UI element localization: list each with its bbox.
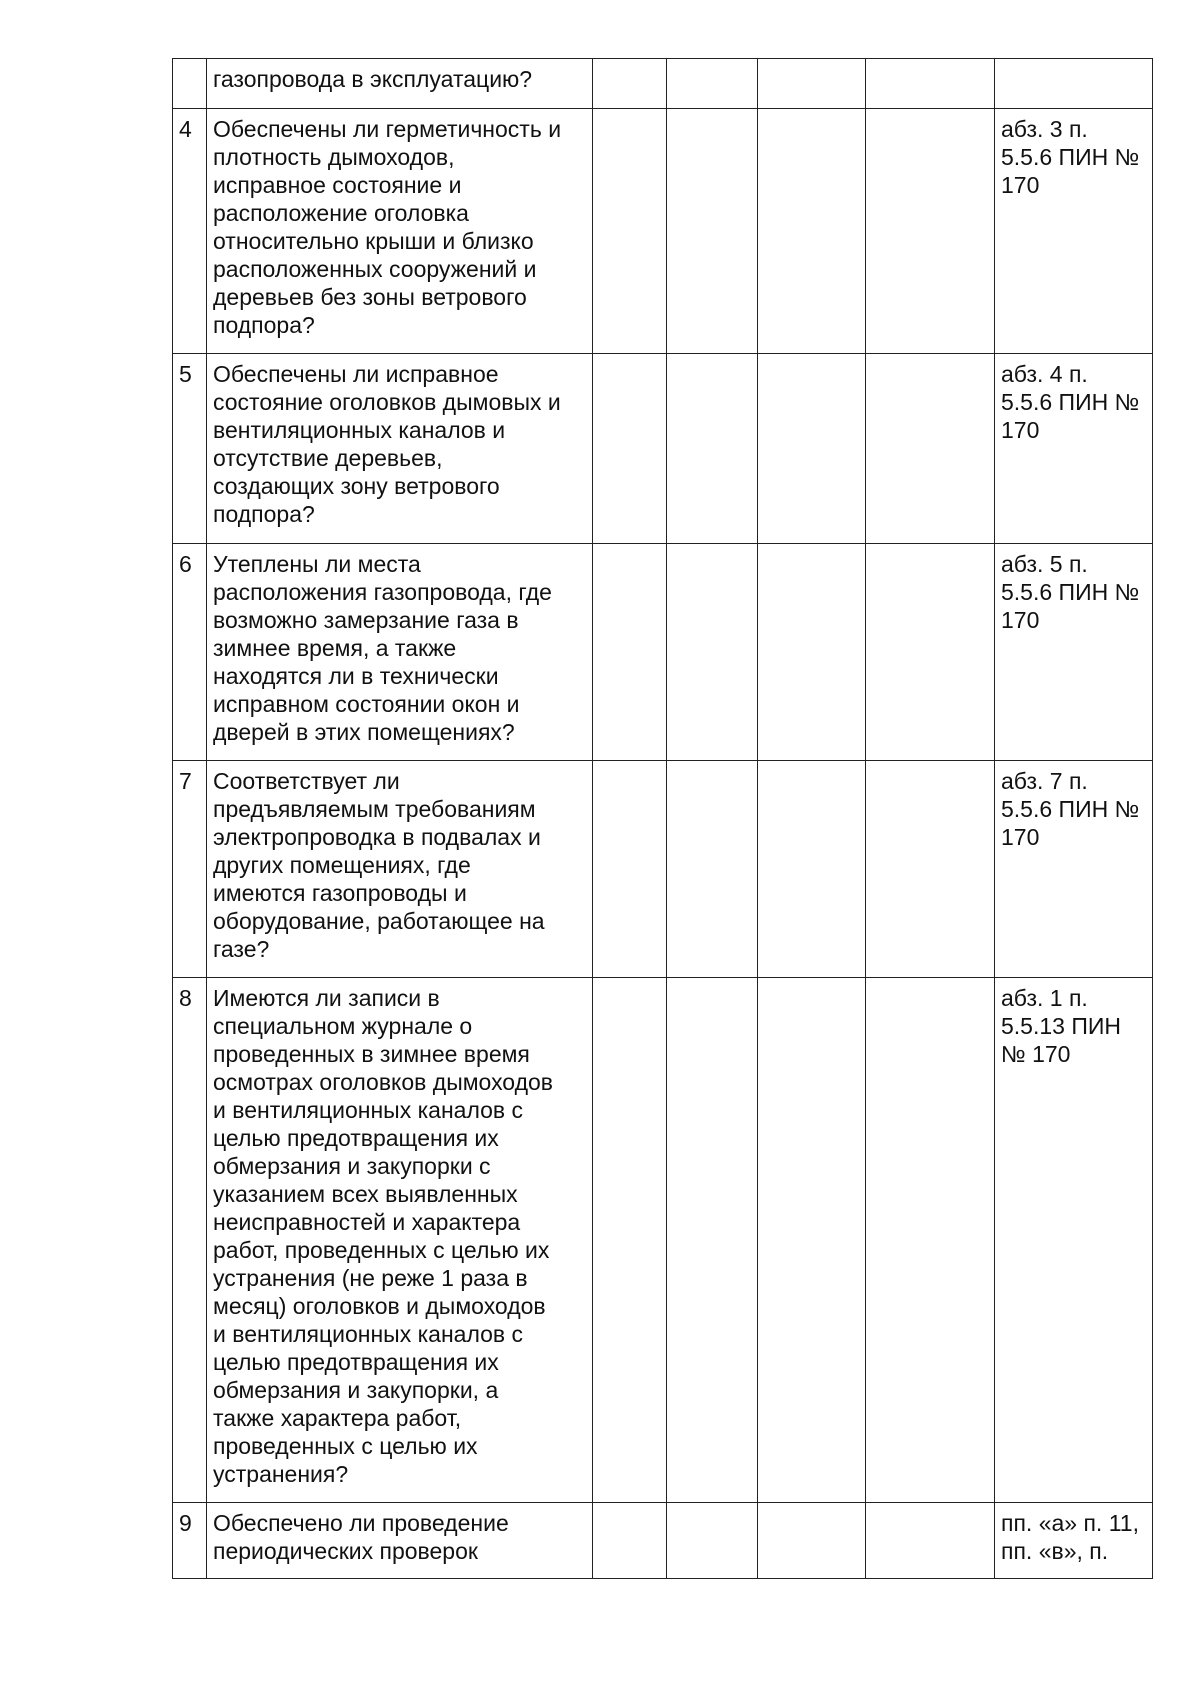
legal-reference: абз. 7 п. 5.5.6 ПИН № 170: [995, 761, 1153, 978]
answer-cell-1: [593, 109, 667, 354]
answer-cell-2: [667, 1503, 758, 1579]
row-number: 6: [173, 544, 207, 761]
answer-cell-3: [758, 109, 866, 354]
answer-cell-2: [667, 59, 758, 109]
legal-reference: абз. 3 п. 5.5.6 ПИН № 170: [995, 109, 1153, 354]
answer-cell-1: [593, 354, 667, 544]
legal-reference: абз. 1 п. 5.5.13 ПИН № 170: [995, 978, 1153, 1503]
question-text: Имеются ли записи в специальном журнале о проведенных в зимнее время осмотрах оголовков дымоходов и вентиляционных каналов с целью предотвращения их обмерзания и закупорки с указанием всех выявленных неисправностей и характера работ, проведенных с целью их устранения (не реже 1 раза в месяц) оголовков и дымоходов и вентиляционных каналов с целью предотвращения их обмерзания и закупорки, а также характера работ, проведенных с целью их устранения?: [207, 978, 593, 1503]
answer-cell-4: [866, 59, 995, 109]
answer-cell-2: [667, 109, 758, 354]
legal-reference: [995, 59, 1153, 109]
legal-reference: абз. 5 п. 5.5.6 ПИН № 170: [995, 544, 1153, 761]
answer-cell-1: [593, 978, 667, 1503]
table-row: [173, 59, 1153, 109]
table-row: [173, 354, 1153, 544]
table-row: [173, 978, 1153, 1503]
table-row: [173, 1503, 1153, 1579]
answer-cell-4: [866, 761, 995, 978]
table-row: [173, 109, 1153, 354]
question-text: Обеспечены ли исправное состояние оголовков дымовых и вентиляционных каналов и отсутствие деревьев, создающих зону ветрового подпора?: [207, 354, 593, 544]
row-number: [173, 59, 207, 109]
question-text: Утеплены ли места расположения газопровода, где возможно замерзание газа в зимнее время, а также находятся ли в технически исправном состоянии окон и дверей в этих помещениях?: [207, 544, 593, 761]
legal-reference: абз. 4 п. 5.5.6 ПИН № 170: [995, 354, 1153, 544]
checklist-table: [172, 58, 1153, 1579]
answer-cell-2: [667, 761, 758, 978]
answer-cell-3: [758, 544, 866, 761]
question-text: газопровода в эксплуатацию?: [207, 59, 593, 109]
answer-cell-4: [866, 109, 995, 354]
legal-reference: пп. «а» п. 11, пп. «в», п.: [995, 1503, 1153, 1579]
answer-cell-1: [593, 1503, 667, 1579]
row-number: 5: [173, 354, 207, 544]
question-text: Обеспечены ли герметичность и плотность дымоходов, исправное состояние и расположение оголовка относительно крыши и близко расположенных сооружений и деревьев без зоны ветрового подпора?: [207, 109, 593, 354]
answer-cell-3: [758, 354, 866, 544]
row-number: 7: [173, 761, 207, 978]
answer-cell-4: [866, 1503, 995, 1579]
answer-cell-1: [593, 59, 667, 109]
answer-cell-1: [593, 544, 667, 761]
answer-cell-3: [758, 59, 866, 109]
question-text: Обеспечено ли проведение периодических проверок: [207, 1503, 593, 1579]
row-number: 8: [173, 978, 207, 1503]
answer-cell-2: [667, 544, 758, 761]
answer-cell-2: [667, 354, 758, 544]
table-row: [173, 544, 1153, 761]
table-row: [173, 761, 1153, 978]
answer-cell-4: [866, 544, 995, 761]
answer-cell-4: [866, 354, 995, 544]
row-number: 9: [173, 1503, 207, 1579]
answer-cell-1: [593, 761, 667, 978]
answer-cell-4: [866, 978, 995, 1503]
answer-cell-3: [758, 1503, 866, 1579]
answer-cell-3: [758, 978, 866, 1503]
answer-cell-2: [667, 978, 758, 1503]
row-number: 4: [173, 109, 207, 354]
answer-cell-3: [758, 761, 866, 978]
question-text: Соответствует ли предъявляемым требованиям электропроводка в подвалах и других помещениях, где имеются газопроводы и оборудование, работающее на газе?: [207, 761, 593, 978]
